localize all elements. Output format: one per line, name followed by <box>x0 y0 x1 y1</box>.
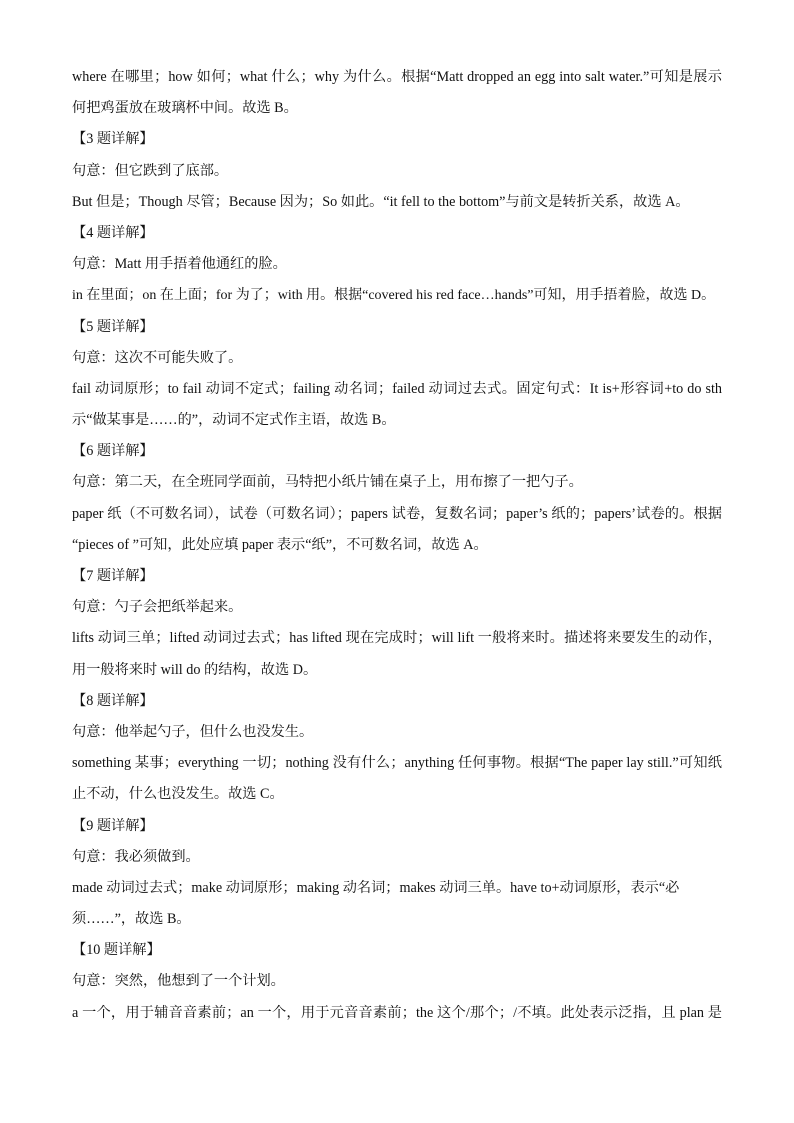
text-line: in 在里面；on 在上面；for 为了；with 用。根据“covered his red face…hands”可知，用手捂着脸，故选 D。 <box>72 288 716 304</box>
text-line: something 某事；everything 一切；nothing 没有什么；anything 任何事物。根据“The paper lay still.”可知纸 <box>72 755 722 772</box>
text-line: 【7 题详解】 <box>72 568 154 584</box>
text-line: 须……”，故选 B。 <box>72 911 191 928</box>
text-line: 句意：第二天，在全班同学面前，马特把小纸片铺在桌子上，用布擦了一把勺子。 <box>72 474 583 491</box>
text-line: But 但是；Though 尽管；Because 因为；So 如此。“it fell to the bottom”与前文是转折关系，故选 A。 <box>72 193 690 210</box>
text-line: 【5 题详解】 <box>72 318 154 335</box>
text-line: where 在哪里；how 如何；what 什么；why 为什么。根据“Matt dropped an egg into salt water.”可知是展示 <box>72 69 722 85</box>
text-line: paper 纸（不可数名词），试卷（可数名词）；papers 试卷，复数名词；paper’s 纸的；papers’试卷的。根据 <box>72 505 722 522</box>
text-line: “pieces of ”可知，此处应填 paper 表示“纸”，不可数名词，故选 A。 <box>72 536 488 553</box>
text-line: 句意：Matt 用手捂着他通红的脸。 <box>72 256 287 273</box>
text-line: 【6 题详解】 <box>72 443 154 460</box>
text-line: 【4 题详解】 <box>72 224 154 241</box>
text-line: 【9 题详解】 <box>72 817 154 834</box>
text-line: 示“做某事是……的”，动词不定式作主语，故选 B。 <box>72 412 396 429</box>
text-line: 句意：这次不可能失败了。 <box>72 349 243 366</box>
text-line: made 动词过去式；make 动词原形；making 动名词；makes 动词三单。have to+动词原形，表示“必 <box>72 879 680 896</box>
text-line: 【3 题详解】 <box>72 131 154 148</box>
text-line: lifts 动词三单；lifted 动词过去式；has lifted 现在完成时；will lift 一般将来时。描述将来要发生的动作， <box>72 630 722 647</box>
text-line: 【10 题详解】 <box>72 942 161 959</box>
text-line: 止不动，什么也没发生。故选 C。 <box>72 786 284 803</box>
text-line: 句意：我必须做到。 <box>72 848 200 865</box>
text-line: fail 动词原形；to fail 动词不定式；failing 动名词；failed 动词过去式。固定句式：It is+形容词+to do sth <box>72 380 722 397</box>
text-line: 用一般将来时 will do 的结构，故选 D。 <box>72 661 318 678</box>
text-line: 句意：勺子会把纸举起来。 <box>72 599 243 616</box>
text-line: 何把鸡蛋放在玻璃杯中间。故选 B。 <box>72 100 298 117</box>
text-line: 句意：突然，他想到了一个计划。 <box>72 973 285 990</box>
text-line: 句意：他举起勺子，但什么也没发生。 <box>72 723 314 740</box>
text-line: a 一个，用于辅音音素前；an 一个，用于元音音素前；the 这个/那个；/不填。此处表示泛指，且 plan 是 <box>72 1004 722 1021</box>
text-line: 句意：但它跌到了底部。 <box>72 162 229 179</box>
text-line: 【8 题详解】 <box>72 692 154 709</box>
document-body <box>72 62 722 1029</box>
